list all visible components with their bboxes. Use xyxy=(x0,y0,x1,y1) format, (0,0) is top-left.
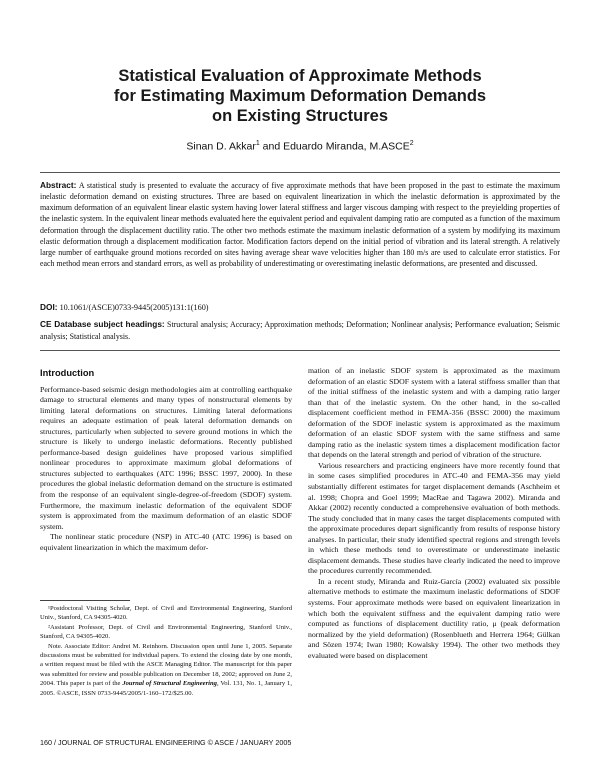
title-line-1: Statistical Evaluation of Approximate Methods xyxy=(118,67,482,85)
abstract xyxy=(40,180,560,269)
editorial-note-pre: Note. Associate Editor: Andrei M. Reinhorn. Discussion open until June 1, 2005. Separate discussions must be submitted for individual papers. To extend the closing date by one month, a written request must be filed with the ASCE Managing Editor. The manuscript for this paper was submitted for review and possible publication on December 18, 2002; approved on June 2, 2004. This paper is part of the xyxy=(40,642,292,688)
author-2: Eduardo Miranda, M.ASCE xyxy=(283,140,410,153)
header-divider-top xyxy=(40,172,560,173)
introduction-heading: Introduction xyxy=(40,368,95,378)
left-column xyxy=(40,368,292,553)
doi-line xyxy=(40,302,560,312)
author-2-affil-mark: 2 xyxy=(409,140,414,147)
header-divider-bottom xyxy=(40,350,560,351)
intro-paragraph-1: Performance-based seismic design methodologies aim at controlling earthquake damage to structural elements and many types of nonstructural elements by limiting lateral deformations on structures. Limiting lateral deformations requires an adequate estimation of peak lateral deformation demands on structures, particularly when subjected to severe ground motions in which the structure is likely to undergo inelastic deformations. Recently published performance-based design guidelines have proposed various simplified nonlinear procedures to approximate maximum global deformations of structures subjected to earthquakes (ATC 1996; BSSC 1997, 2000). In these procedures the global inelastic deformation demand on the structure is estimated from the response of an equivalent single-degree-of-freedom (SDOF) system. Furthermore, the maximum inelastic deformation of the equivalent SDOF system is approximated from the maximum deformation of an elastic SDOF system. xyxy=(40,384,292,531)
subject-headings-label: CE Database subject headings: xyxy=(40,319,165,329)
author-1: Sinan D. Akkar xyxy=(186,140,256,153)
title-line-3: on Existing Structures xyxy=(211,107,389,125)
editorial-note-post: , Vol. 131, No. 1, January 1, 2005. ©ASCE, ISSN 0733-9445/2005/1-160–172/$25.00. xyxy=(40,680,292,697)
right-paragraph-3: In a recent study, Miranda and Ruiz-García (2002) evaluated six possible alternative methods to estimate the maximum inelastic deformations of SDOF systems. Four approximate methods were based on equivalent linearization in which both the equivalent stiffness and the equivalent damping ratio were computed as functions of displacement ductility ratio, μ (peak deformation normalized by the yield deformation) (Rosenblueth and Herrera 1964; Gülkan and Sözen 1974; Iwan 1980; Kowalsky 1994). The other two methods they evaluated were based on displacement xyxy=(308,576,560,660)
subject-headings xyxy=(40,319,560,342)
title-line-2: for Estimating Maximum Deformation Demands xyxy=(113,87,487,105)
abstract-text: A statistical study is presented to evaluate the accuracy of five approximate methods that have been proposed in the past to estimate the maximum inelastic deformation demand on existing structures. Three are based on equivalent linearization in which the inelastic deformation is approximated by the maximum deformation of an equivalent linear elastic system having lower lateral stiffness and larger viscous damping with respect to the preyielding properties of the inelastic system. In the equivalent linear methods evaluated here the equivalent period and equivalent damping ratio are computed as a function of the maximum deformation through the displacement ductility ratio. The other two methods estimate the maximum inelastic deformation of a system by modifying its maximum elastic deformation through a displacement modification factor. Modification factors depend on the initial period of vibration and its lateral strength. A relatively large number of earthquake ground motions recorded on sites having average shear wave velocities higher than 180 m/s are used to calculate error statistics. For each method mean errors and standard errors, as well as probability of underestimating or overestimating inelastic deformations, are presented and discussed. xyxy=(40,181,560,269)
right-column xyxy=(308,366,560,661)
author-1-affil-mark: 1 xyxy=(255,140,260,147)
footnote-2: ²Assistant Professor, Dept. of Civil and Environmental Engineering, Stanford Univ., Stanford, CA 94305-4020. xyxy=(40,623,292,641)
author-connector: and xyxy=(259,140,284,153)
footnote-divider xyxy=(40,600,130,601)
journal-name: Journal of Structural Engineering xyxy=(122,680,217,688)
abstract-label: Abstract: xyxy=(40,180,77,190)
doi-label: DOI: xyxy=(40,302,58,312)
intro-paragraph-2: The nonlinear static procedure (NSP) in ATC-40 (ATC 1996) is based on equivalent linearization in which the maximum defor- xyxy=(40,532,292,552)
right-paragraph-1: mation of an inelastic SDOF system is approximated as the maximum deformation of an elastic SDOF system with a lateral stiffness smaller than that of the initial stiffness of the inelastic system and with a damping ratio larger than that of the inelastic system. On the other hand, in the so-called displacement coefficient method in FEMA-356 (BSSC 2000) the maximum deformation of the SDOF inelastic system is approximated as the maximum deformation of an elastic SDOF system with the same stiffness and same damping ratio as the inelastic system times a displacement modification factor that depends on the lateral strength and period of vibration of the structure. xyxy=(308,366,560,460)
footnote-1: ¹Postdoctoral Visiting Scholar, Dept. of Civil and Environmental Engineering, Stanford Univ., Stanford, CA 94305-4020. xyxy=(40,605,292,622)
right-paragraph-2: Various researchers and practicing engineers have more recently found that in some cases simplified procedures in ATC-40 and FEMA-356 may yield substantially different estimates for target displacement demands (Aschheim et al. 1998; Chopra and Goel 1999; MacRae and Tagawa 2002). Miranda and Akkar (2002) recently conducted a comprehensive evaluation of both methods. The study concluded that in many cases the target displacements computed with the approximate procedures depart significantly from results of response history analyses. In particular, their study identified spectral regions and strength levels in which these methods tend to overestimate or underestimate inelastic displacement demands. These studies have clearly indicated the need to improve the procedures currently recommended. xyxy=(308,460,560,576)
author-line xyxy=(40,140,560,153)
editorial-note xyxy=(40,642,292,698)
subject-headings-value: Structural analysis; Accuracy; Approximation methods; Deformation; Nonlinear analysis; Performance evaluation; Seismic analysis; Statistical analysis. xyxy=(40,320,560,341)
paper-title xyxy=(40,66,560,126)
footnotes xyxy=(40,604,292,698)
page-footer: 160 / JOURNAL OF STRUCTURAL ENGINEERING © ASCE / JANUARY 2005 xyxy=(40,738,292,747)
doi-value: 10.1061/(ASCE)0733-9445(2005)131:1(160) xyxy=(57,303,209,312)
